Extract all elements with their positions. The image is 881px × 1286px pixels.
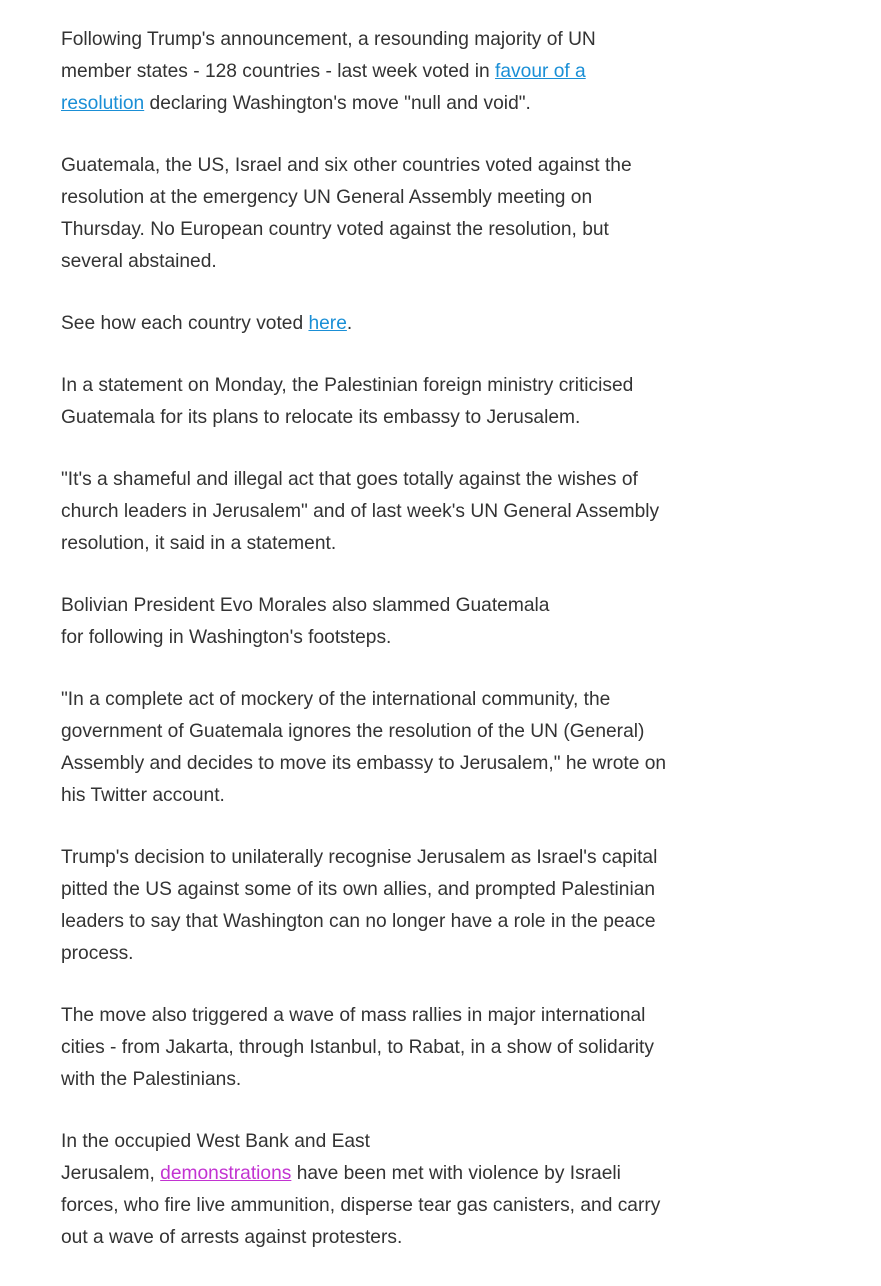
paragraph-text: . bbox=[346, 313, 353, 334]
paragraph-ministry-quote: "It's a shameful and illegal act that goes totally against the wishes of church leaders in Jerusalem" and of last week's UN General Assembly resolution, it said in a statement. bbox=[61, 469, 660, 554]
paragraph-morales-quote: "In a complete act of mockery of the international community, the government of Guatemala ignores the resolution of the UN (General) Assembly and decides to move its embassy to Jerusalem," he wrote on his Twitter account. bbox=[61, 689, 667, 806]
paragraph-un-vote bbox=[61, 24, 671, 120]
paragraph-palestinian-ministry: In a statement on Monday, the Palestinian foreign ministry criticised Guatemala for its plans to relocate its embassy to Jerusalem. bbox=[61, 375, 634, 428]
paragraph-west-bank bbox=[61, 1126, 671, 1254]
paragraph-text: declaring Washington's move "null and void". bbox=[144, 93, 531, 114]
paragraph-votes-against: Guatemala, the US, Israel and six other countries voted against the resolution at the emergency UN General Assembly meeting on Thursday. No European country voted against the resolution, but several abstained. bbox=[61, 155, 632, 272]
paragraph-mass-rallies: The move also triggered a wave of mass rallies in major international cities - from Jakarta, through Istanbul, to Rabat, in a show of solidarity with the Palestinians. bbox=[61, 1005, 654, 1090]
here-link[interactable]: here bbox=[308, 313, 347, 334]
paragraph-text: See how each country voted bbox=[61, 313, 309, 334]
paragraph-text: Bolivian President Evo Morales also slammed Guatemala bbox=[61, 595, 550, 616]
paragraph-see-votes bbox=[61, 308, 671, 340]
paragraph-trump-decision: Trump's decision to unilaterally recognise Jerusalem as Israel's capital pitted the US against some of its own allies, and prompted Palestinian leaders to say that Washington can no longer have a role in the peace process. bbox=[61, 847, 658, 964]
paragraph-text: Jerusalem, bbox=[61, 1163, 161, 1184]
paragraph-morales bbox=[61, 590, 671, 654]
paragraph-text: have been met with violence by Israeli forces, who fire live ammunition, disperse tear gas canisters, and carry out a wave of arrests against protesters. bbox=[61, 1163, 661, 1248]
favour-of-resolution-link[interactable]: favour of a resolution bbox=[61, 61, 586, 114]
demonstrations-link[interactable]: demonstrations bbox=[160, 1163, 292, 1184]
paragraph-text: for following in Washington's footsteps. bbox=[61, 627, 392, 648]
paragraph-text: Following Trump's announcement, a resounding majority of UN member states - 128 countries - last week voted in bbox=[61, 29, 596, 82]
paragraph-text: In the occupied West Bank and East bbox=[61, 1131, 370, 1152]
